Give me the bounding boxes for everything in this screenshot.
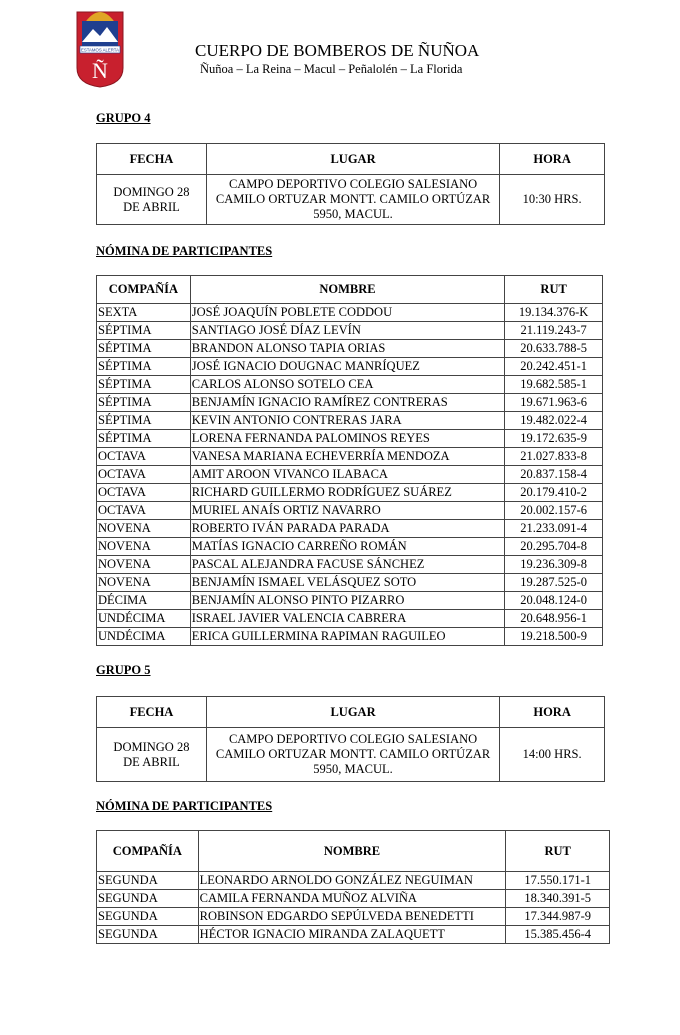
participant-rut: 20.242.451-1 [505,358,603,376]
participant-row [97,520,603,538]
participant-row [97,908,610,926]
compania-header: COMPAÑÍA [97,831,199,872]
participant-nombre: MURIEL ANAÍS ORTIZ NAVARRO [190,502,504,520]
participant-row [97,610,603,628]
participant-rut: 19.482.022-4 [505,412,603,430]
participant-nombre: RICHARD GUILLERMO RODRÍGUEZ SUÁREZ [190,484,504,502]
fecha-header: FECHA [97,144,207,175]
participant-row [97,628,603,646]
participants-body [97,872,610,944]
participant-compania: SÉPTIMA [97,322,191,340]
participant-rut: 19.671.963-6 [505,394,603,412]
page-subtitle: Ñuñoa – La Reina – Macul – Peñalolén – La Florida [200,62,463,76]
group-5-title: GRUPO 5 [96,663,151,677]
participant-row [97,430,603,448]
participant-nombre: JOSÉ IGNACIO DOUGNAC MANRÍQUEZ [190,358,504,376]
participant-row [97,890,610,908]
participant-compania: SÉPTIMA [97,394,191,412]
participant-row [97,394,603,412]
participant-nombre: ERICA GUILLERMINA RAPIMAN RAGUILEO [190,628,504,646]
crest-letter: Ñ [92,58,108,83]
participant-row [97,358,603,376]
lugar-header: LUGAR [206,697,499,728]
participant-row [97,574,603,592]
group-4-event-table [96,143,605,225]
participant-row [97,556,603,574]
participant-compania: NOVENA [97,538,191,556]
participant-rut: 21.233.091-4 [505,520,603,538]
participant-rut: 17.550.171-1 [506,872,610,890]
participant-compania: SÉPTIMA [97,430,191,448]
participant-rut: 21.119.243-7 [505,322,603,340]
participant-row [97,484,603,502]
participant-compania: SÉPTIMA [97,358,191,376]
group-4-title: GRUPO 4 [96,111,151,125]
participant-nombre: CARLOS ALONSO SOTELO CEA [190,376,504,394]
event-lugar: CAMPO DEPORTIVO COLEGIO SALESIANO CAMILO ORTUZAR MONTT. CAMILO ORTÚZAR 5950, MACUL. [206,728,499,782]
participant-compania: OCTAVA [97,502,191,520]
participant-nombre: VANESA MARIANA ECHEVERRÍA MENDOZA [190,448,504,466]
rut-header: RUT [506,831,610,872]
participant-rut: 18.340.391-5 [506,890,610,908]
participant-rut: 15.385.456-4 [506,926,610,944]
participant-row [97,502,603,520]
participant-compania: DÉCIMA [97,592,191,610]
participant-nombre: HÉCTOR IGNACIO MIRANDA ZALAQUETT [198,926,506,944]
participant-compania: OCTAVA [97,484,191,502]
event-lugar: CAMPO DEPORTIVO COLEGIO SALESIANO CAMILO ORTUZAR MONTT. CAMILO ORTÚZAR 5950, MACUL. [206,175,499,225]
participants-header-row [97,831,610,872]
participant-compania: SÉPTIMA [97,340,191,358]
participant-rut: 20.179.410-2 [505,484,603,502]
group-4-participants-table [96,275,603,646]
participant-compania: SÉPTIMA [97,412,191,430]
participant-compania: SEGUNDA [97,926,199,944]
participant-row [97,592,603,610]
page-title: CUERPO DE BOMBEROS DE ÑUÑOA [195,41,480,60]
nombre-header: NOMBRE [198,831,506,872]
participant-row [97,412,603,430]
participants-header-row [97,276,603,304]
participant-row [97,538,603,556]
participant-nombre: AMIT AROON VIVANCO ILABACA [190,466,504,484]
participant-row [97,304,603,322]
participant-nombre: SANTIAGO JOSÉ DÍAZ LEVÍN [190,322,504,340]
participant-nombre: JOSÉ JOAQUÍN POBLETE CODDOU [190,304,504,322]
participant-rut: 19.134.376-K [505,304,603,322]
participant-row [97,340,603,358]
group-5-participants-table [96,830,610,944]
group-5-nomina-title: NÓMINA DE PARTICIPANTES [96,799,273,813]
fecha-header: FECHA [97,697,207,728]
participant-nombre: ROBERTO IVÁN PARADA PARADA [190,520,504,538]
group-5-event-table [96,696,605,782]
participant-compania: OCTAVA [97,466,191,484]
participant-rut: 19.172.635-9 [505,430,603,448]
participant-nombre: LEONARDO ARNOLDO GONZÁLEZ NEGUIMAN [198,872,506,890]
participant-rut: 21.027.833-8 [505,448,603,466]
participant-rut: 20.837.158-4 [505,466,603,484]
crest-sky [82,21,118,46]
participant-nombre: PASCAL ALEJANDRA FACUSE SÁNCHEZ [190,556,504,574]
participant-nombre: MATÍAS IGNACIO CARREÑO ROMÁN [190,538,504,556]
event-row [97,728,605,782]
participant-rut: 19.287.525-0 [505,574,603,592]
participant-nombre: LORENA FERNANDA PALOMINOS REYES [190,430,504,448]
participant-compania: SEGUNDA [97,908,199,926]
compania-header: COMPAÑÍA [97,276,191,304]
participant-compania: SÉPTIMA [97,376,191,394]
participant-compania: NOVENA [97,556,191,574]
participant-rut: 19.218.500-9 [505,628,603,646]
participant-rut: 20.048.124-0 [505,592,603,610]
participant-compania: SEXTA [97,304,191,322]
event-hora: 14:00 HRS. [500,728,605,782]
participant-row [97,466,603,484]
participant-nombre: KEVIN ANTONIO CONTRERAS JARA [190,412,504,430]
participant-nombre: CAMILA FERNANDA MUÑOZ ALVIÑA [198,890,506,908]
event-fecha: DOMINGO 28 DE ABRIL [97,175,207,225]
hora-header: HORA [500,697,605,728]
participant-rut: 20.002.157-6 [505,502,603,520]
participant-nombre: BRANDON ALONSO TAPIA ORIAS [190,340,504,358]
participant-nombre: BENJAMÍN ISMAEL VELÁSQUEZ SOTO [190,574,504,592]
participant-rut: 17.344.987-9 [506,908,610,926]
group-4-nomina-title: NÓMINA DE PARTICIPANTES [96,244,273,258]
participant-compania: NOVENA [97,574,191,592]
participant-compania: OCTAVA [97,448,191,466]
participant-compania: SEGUNDA [97,872,199,890]
participant-rut: 20.633.788-5 [505,340,603,358]
participant-row [97,926,610,944]
participant-compania: NOVENA [97,520,191,538]
event-fecha: DOMINGO 28 DE ABRIL [97,728,207,782]
lugar-header: LUGAR [206,144,499,175]
hora-header: HORA [500,144,605,175]
participant-row [97,448,603,466]
crest-banner-text: ESTAMOS ALERTA [81,47,119,53]
participant-rut: 20.295.704-8 [505,538,603,556]
participant-nombre: ISRAEL JAVIER VALENCIA CABRERA [190,610,504,628]
participant-compania: UNDÉCIMA [97,610,191,628]
event-header-row [97,697,605,728]
participant-row [97,376,603,394]
participant-rut: 20.648.956-1 [505,610,603,628]
event-hora: 10:30 HRS. [500,175,605,225]
event-header-row [97,144,605,175]
event-row [97,175,605,225]
participant-nombre: ROBINSON EDGARDO SEPÚLVEDA BENEDETTI [198,908,506,926]
participant-compania: UNDÉCIMA [97,628,191,646]
participants-body [97,304,603,646]
participant-nombre: BENJAMÍN ALONSO PINTO PIZARRO [190,592,504,610]
fire-department-crest-logo [75,2,125,88]
nombre-header: NOMBRE [190,276,504,304]
rut-header: RUT [505,276,603,304]
participant-rut: 19.682.585-1 [505,376,603,394]
participant-nombre: BENJAMÍN IGNACIO RAMÍREZ CONTRERAS [190,394,504,412]
participant-compania: SEGUNDA [97,890,199,908]
participant-row [97,322,603,340]
participant-row [97,872,610,890]
participant-rut: 19.236.309-8 [505,556,603,574]
